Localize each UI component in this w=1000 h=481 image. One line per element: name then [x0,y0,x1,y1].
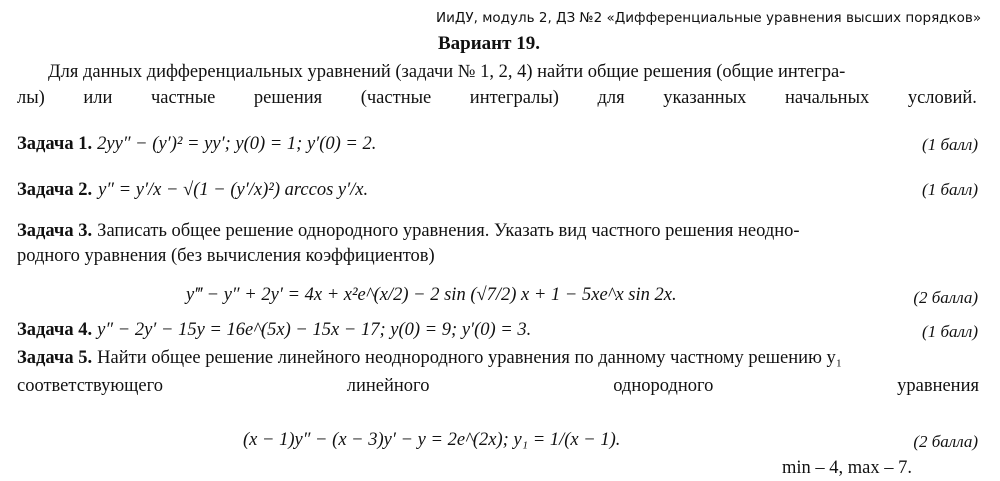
intro-word: (частные [360,88,432,108]
task-1-label: Задача 1. [17,134,93,154]
task-3-text-2: родного уравнения (без вычисления коэффициентов) [17,246,435,266]
task-5-label: Задача 5. [17,348,93,368]
intro-line-1: Для данных дифференциальных уравнений (задачи № 1, 2, 4) найти общие решения (общие интегра- [48,62,846,82]
intro-word: для [597,88,625,108]
course-header: ИиДУ, модуль 2, ДЗ №2 «Дифференциальные уравнения высших порядков» [436,10,982,26]
variant-title: Вариант 19. [438,33,540,54]
task-2-label: Задача 2. [17,179,93,200]
task-4-label: Задача 4. [17,320,93,340]
task-1-equation: 2yy″ − (y′)² = yy′; y(0) = 1; y′(0) = 2. [97,134,377,154]
task-3-text-1: Записать общее решение однородного уравнения. Указать вид частного решения неодно- [97,221,800,241]
task-4-equation: y″ − 2y′ − 15y = 16e^(5x) − 15x − 17; y(0) = 9; y′(0) = 3. [97,320,532,340]
task-5-word: соответствующего [17,376,164,396]
task-3-line-1 [17,221,800,242]
intro-word: начальных [784,88,870,108]
intro-word: условий. [907,88,977,108]
task-3-points: (2 балла) [913,288,978,307]
task-5-line-2 [17,376,979,397]
task-2-points: (1 балл) [922,180,978,199]
intro-word: указанных [663,88,747,108]
task-5-equation: (x − 1)y″ − (x − 3)y′ − y = 2e^(2x); y₁ = 1/(x − 1). [243,430,621,450]
task-4-points: (1 балл) [922,322,978,341]
intro-word: лы) [17,88,45,108]
intro-line-2 [17,88,977,109]
task-1 [17,134,376,155]
task-1-points: (1 балл) [922,135,978,154]
intro-word: или [83,88,113,108]
task-3-equation: y‴ − y″ + 2y′ = 4x + x²e^(x/2) − 2 sin (√7/2) x + 1 − 5xe^x sin 2x. [186,285,677,305]
task-5-word: уравнения [897,376,979,396]
task-5-points: (2 балла) [913,432,978,451]
task-2-equation: y″ = y′/x − √(1 − (y′/x)²) arccos y′/x. [98,179,369,200]
task-5-text-1: Найти общее решение линейного неоднородного уравнения по данному частному решению y₁ [97,348,843,368]
task-4 [17,320,531,341]
task-5-line-1 [17,348,842,369]
intro-word: интегралы) [469,88,559,108]
task-3-label: Задача 3. [17,221,93,241]
min-max-note: min – 4, max – 7. [782,458,913,478]
intro-word: частные [151,88,216,108]
task-5-word: линейного [346,376,430,396]
intro-word: решения [253,88,323,108]
task-2 [17,162,368,218]
task-5-word: однородного [613,376,714,396]
